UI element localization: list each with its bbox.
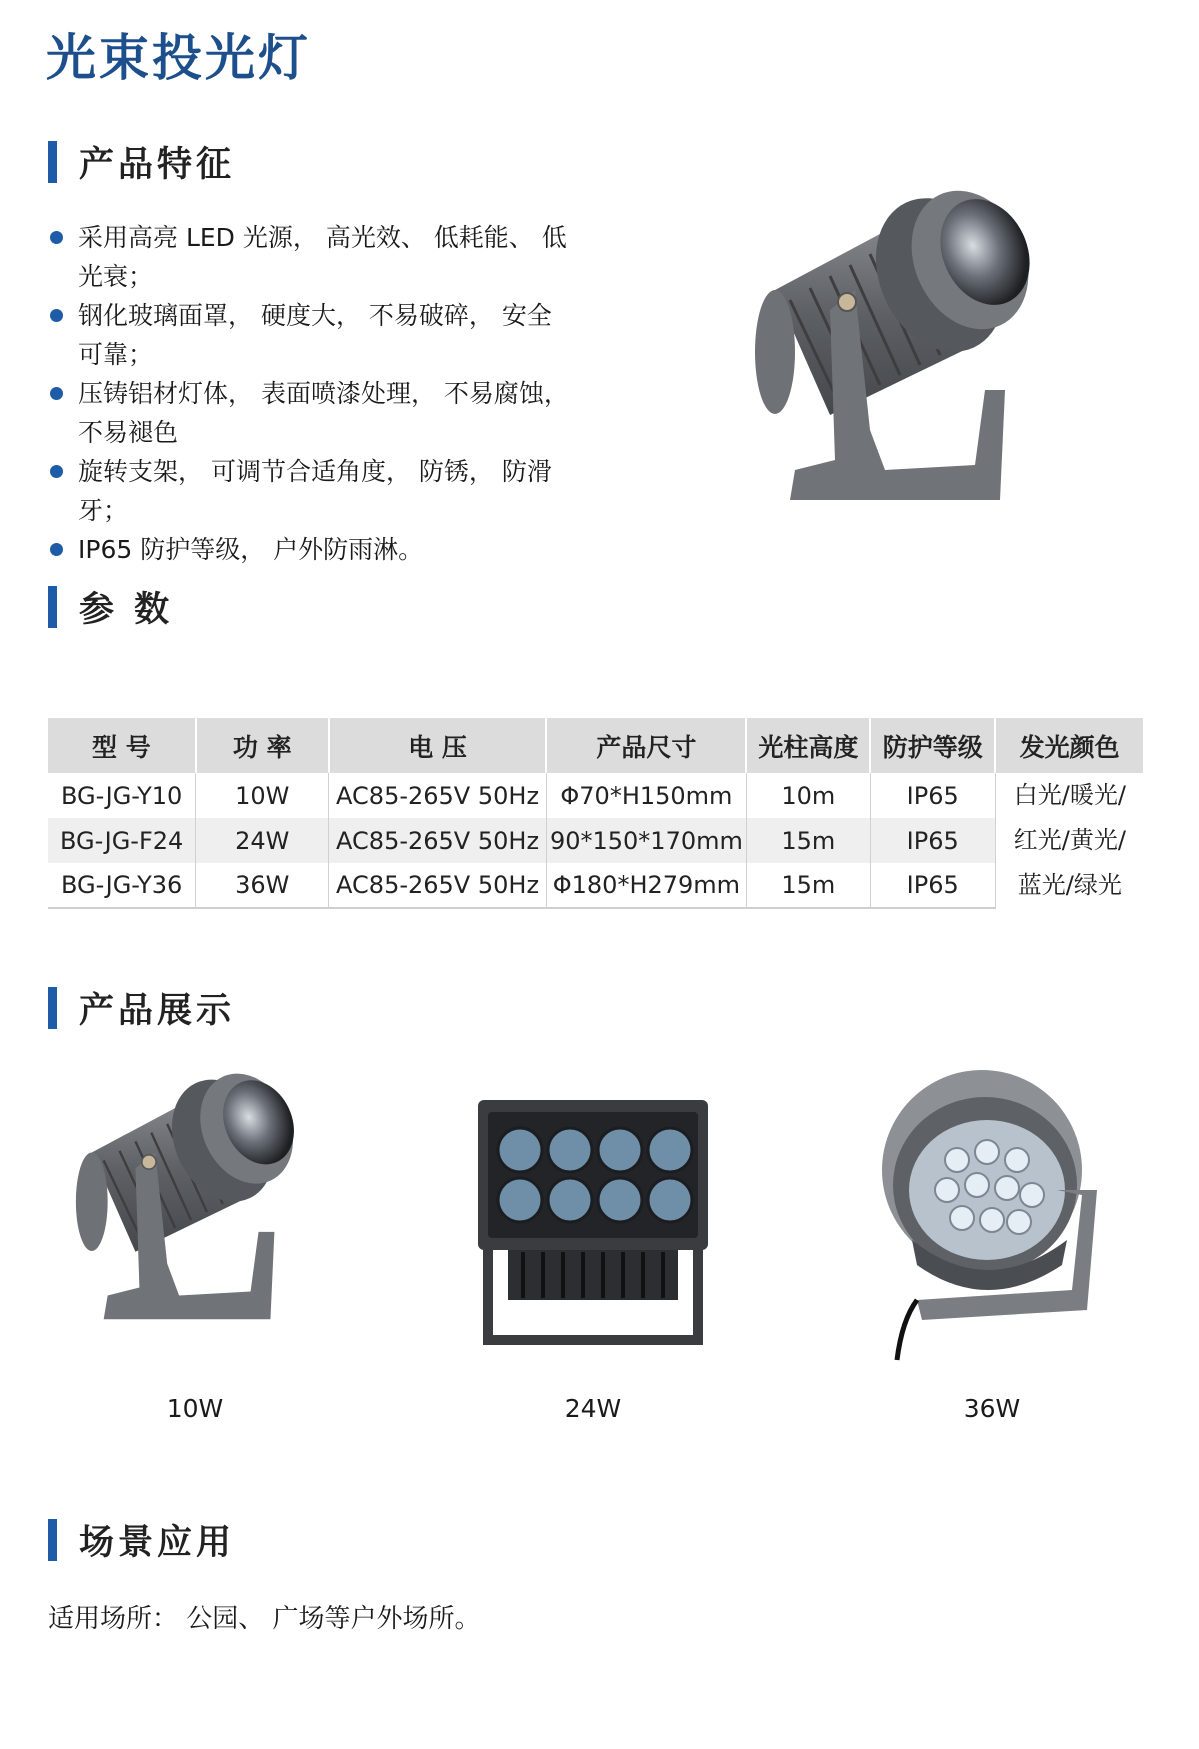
column-header: 光柱高度: [746, 718, 870, 773]
product-image-36w: [857, 1060, 1127, 1380]
section-header-params: [48, 585, 173, 629]
color-line: 红光/黄光/: [1013, 826, 1126, 854]
section-header-features: [48, 140, 235, 184]
feature-text: 钢化玻璃面罩， 硬度大， 不易破碎， 安全: [78, 301, 552, 330]
cell-power: 10W: [196, 773, 329, 818]
gallery-caption: 24W: [564, 1394, 622, 1423]
section-marker: [48, 987, 57, 1029]
cell-beam-height: 15m: [746, 818, 870, 863]
feature-text: 采用高亮 LED 光源， 高光效、 低耗能、 低: [78, 223, 567, 252]
cell-power: 24W: [196, 818, 329, 863]
cell-ip-rating: IP65: [870, 818, 995, 863]
cell-light-colors: [995, 773, 1144, 908]
cell-model: BG-JG-Y36: [48, 863, 196, 908]
feature-text: 旋转支架， 可调节合适角度， 防锈， 防滑: [78, 457, 552, 486]
feature-item: [48, 296, 628, 374]
section-title: 产品特征: [79, 145, 236, 185]
gallery-item-36w: [842, 1060, 1142, 1423]
product-image-24w: [458, 1060, 728, 1380]
feature-item: [48, 374, 628, 452]
feature-text-cont: 光衰；: [78, 262, 154, 291]
column-header: 防护等级: [870, 718, 995, 773]
section-title: 产品展示: [79, 991, 236, 1031]
feature-text-cont: 牙；: [78, 496, 129, 525]
bullet-icon: [50, 231, 63, 244]
bullet-icon: [50, 387, 63, 400]
spec-table: [48, 718, 1145, 909]
bullet-icon: [50, 309, 63, 322]
cell-ip-rating: IP65: [870, 863, 995, 908]
table-row: [48, 818, 1144, 863]
table-row: [48, 773, 1144, 818]
feature-text-cont: 不易褪色: [78, 418, 179, 447]
bullet-icon: [50, 543, 63, 556]
section-title: 参 数: [79, 590, 174, 630]
cell-model: BG-JG-F24: [48, 818, 196, 863]
table-row: [48, 863, 1144, 908]
feature-item: [48, 452, 628, 530]
cell-size: 90*150*170mm: [546, 818, 746, 863]
feature-text-cont: 可靠；: [78, 340, 154, 369]
section-header-scene: [48, 1518, 235, 1562]
gallery-item-24w: [443, 1060, 743, 1423]
gallery-caption: 36W: [963, 1394, 1021, 1423]
cell-voltage: AC85-265V 50Hz: [329, 818, 547, 863]
cell-size: Φ70*H150mm: [546, 773, 746, 818]
feature-item: [48, 530, 628, 569]
product-hero-image: [735, 180, 1075, 570]
section-header-showcase: [48, 986, 235, 1030]
bullet-icon: [50, 465, 63, 478]
gallery-caption: 10W: [166, 1394, 224, 1423]
feature-text: IP65 防护等级， 户外防雨淋。: [78, 535, 424, 564]
gallery-item-10w: [45, 1060, 345, 1423]
section-marker: [48, 141, 57, 183]
column-header: 电 压: [329, 718, 547, 773]
column-header: 型 号: [48, 718, 196, 773]
cell-voltage: AC85-265V 50Hz: [329, 773, 547, 818]
section-marker: [48, 586, 57, 628]
cell-model: BG-JG-Y10: [48, 773, 196, 818]
cell-beam-height: 10m: [746, 773, 870, 818]
column-header: 产品尺寸: [546, 718, 746, 773]
cell-voltage: AC85-265V 50Hz: [329, 863, 547, 908]
column-header: 发光颜色: [995, 718, 1144, 773]
color-line: 蓝光/绿光: [1017, 871, 1122, 899]
section-title: 场景应用: [79, 1523, 236, 1563]
cell-ip-rating: IP65: [870, 773, 995, 818]
feature-item: [48, 218, 628, 296]
table-header-row: [48, 718, 1144, 773]
feature-list: [48, 218, 628, 569]
cell-beam-height: 15m: [746, 863, 870, 908]
section-marker: [48, 1519, 57, 1561]
cell-power: 36W: [196, 863, 329, 908]
usage-text: 适用场所： 公园、 广场等户外场所。: [48, 1604, 481, 1634]
feature-text: 压铸铝材灯体， 表面喷漆处理， 不易腐蚀，: [78, 379, 569, 408]
column-header: 功 率: [196, 718, 329, 773]
cell-size: Φ180*H279mm: [546, 863, 746, 908]
color-line: 白光/暖光/: [1013, 781, 1126, 809]
page-title: 光束投光灯: [46, 29, 311, 87]
product-image-10w: [60, 1060, 330, 1380]
